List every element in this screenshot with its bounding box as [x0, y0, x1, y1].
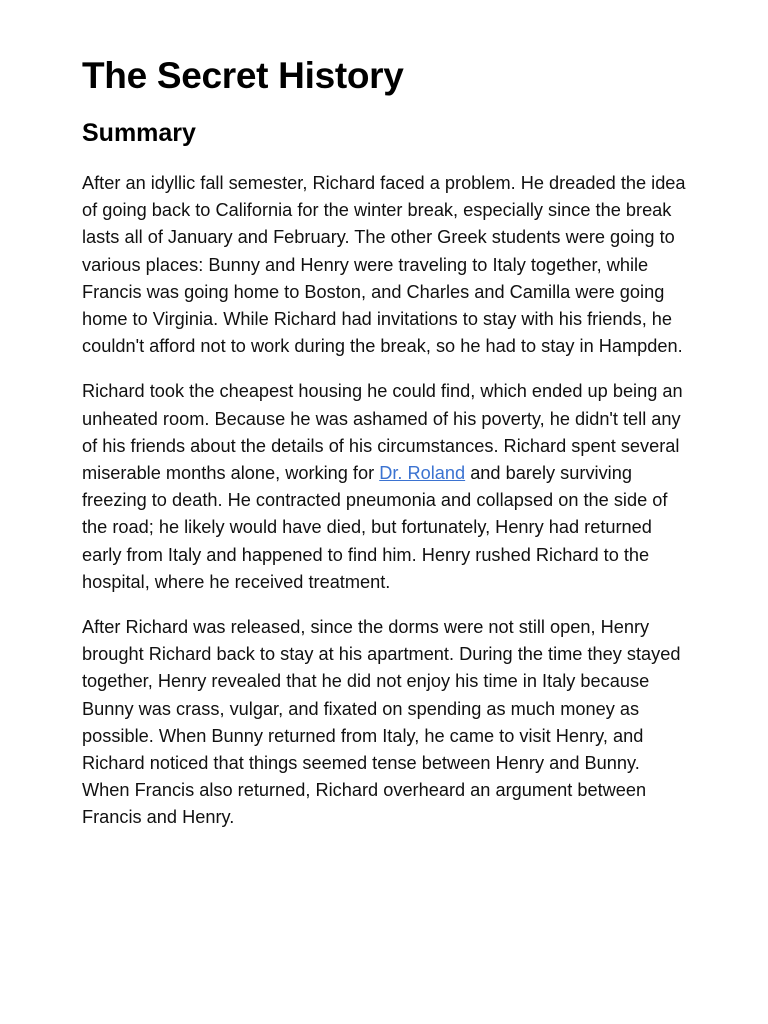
summary-paragraph-2: [82, 378, 686, 596]
dr-roland-link[interactable]: Dr. Roland: [379, 463, 466, 484]
summary-paragraph-1: After an idyllic fall semester, Richard faced a problem. He dreaded the idea of going back to California for the winter break, especially since the break lasts all of January and February. The other Greek students were going to various places: Bunny and Henry were traveling to Italy together, while Francis was going home to Boston, and Charles and Camilla were going home to Virginia. While Richard had invitations to stay with his friends, he couldn't afford not to work during the break, so he had to stay in Hampden.: [82, 173, 686, 357]
summary-paragraph-3: After Richard was released, since the dorms were not still open, Henry brought Richard back to stay at his apartment. During the time they stayed together, Henry revealed that he did not enjoy his time in Italy because Bunny was crass, vulgar, and fixated on spending as much money as possible. When Bunny returned from Italy, he came to visit Henry, and Richard noticed that things seemed tense between Henry and Bunny. When Francis also returned, Richard overheard an argument between Francis and Henry.: [82, 617, 681, 828]
page-title: The Secret History: [82, 55, 404, 96]
section-heading-summary: Summary: [82, 119, 196, 147]
paragraph-2-text-before-link: Richard took the cheapest housing he could find, which ended up being an unheated room. Because he was ashamed of his poverty, he didn't tell any of his friends about the details of his circumstances. Richard spent several miserable months alone, working for: [82, 381, 683, 484]
paragraph-2-text-after-link: and barely surviving freezing to death. He contracted pneumonia and collapsed on the side of the road; he likely would have died, but fortunately, Henry had returned early from Italy and happened to find him. Henry rushed Richard to the hospital, where he received treatment.: [82, 463, 668, 592]
